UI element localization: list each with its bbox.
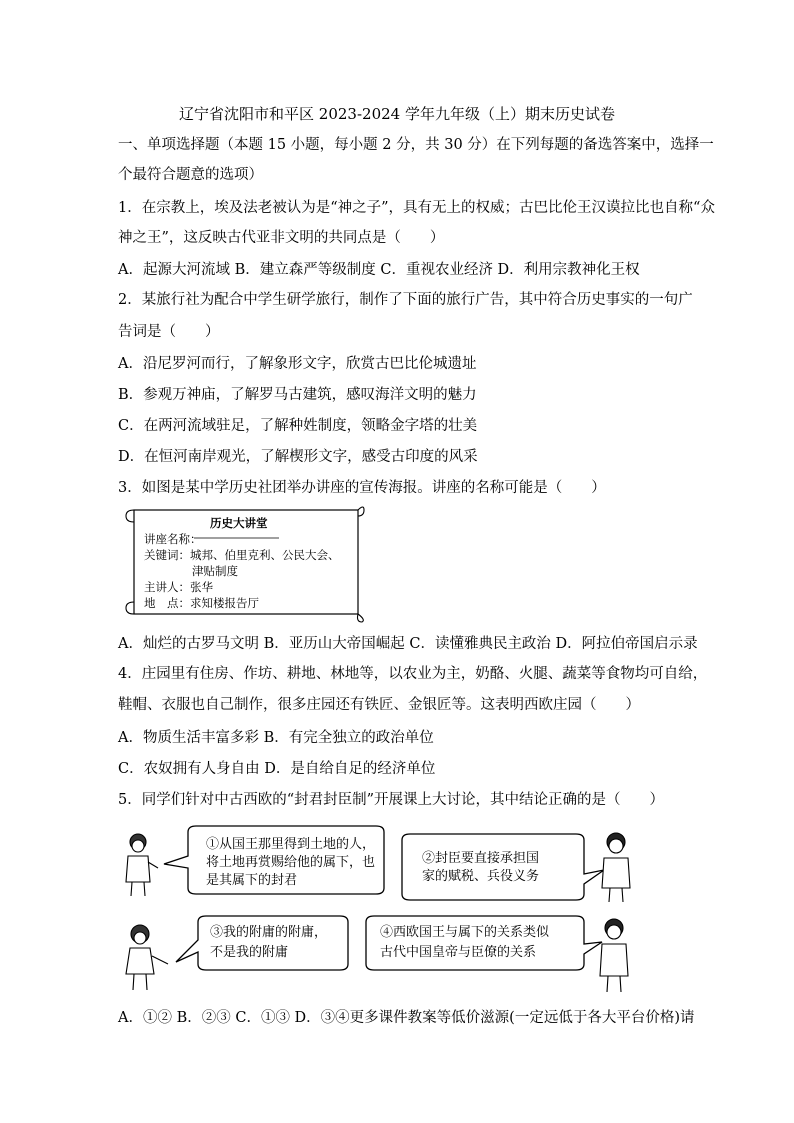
q5-discussion-figure <box>118 824 638 994</box>
bubble-4-line2: 古代中国皇帝与臣僚的关系 <box>380 945 537 960</box>
q2-option-b: B．参观万神庙，了解罗马古建筑，感叹海洋文明的魅力 <box>118 387 477 403</box>
section-instructions-line2: 个最符合题意的选项） <box>118 167 263 183</box>
section-instructions-line1: 一、单项选择题（本题 15 小题，每小题 2 分，共 30 分）在下列每题的备选答案中，选择一 <box>118 137 714 153</box>
q4-stem-line2: 鞋帽、衣服也自己制作，很多庄园还有铁匠、金银匠等。这表明西欧庄园（ ） <box>118 697 640 713</box>
student-3-figure <box>126 925 168 990</box>
bubble-2-line1: ②封臣要直接承担国 <box>422 851 540 866</box>
poster-speaker: 主讲人：张华 <box>144 580 213 594</box>
q2-option-a: A．沿尼罗河而行，了解象形文字，欣赏古巴比伦城遗址 <box>118 356 477 372</box>
bubble-1-line2: 将土地再赏赐给他的属下，也 <box>206 855 376 870</box>
q1-options: A．起源大河流域 B．建立森严等级制度 C．重视农业经济 D．利用宗教神化王权 <box>118 262 640 278</box>
discussion-illustration <box>118 824 638 994</box>
q4-options-cd: C．农奴拥有人身自由 D．是自给自足的经济单位 <box>118 761 436 777</box>
poster-lecture-name: 讲座名称： <box>144 532 202 546</box>
q2-option-d: D．在恒河南岸观光，了解楔形文字，感受古印度的风采 <box>118 449 478 465</box>
bubble-4-line1: ④西欧国王与属下的关系类似 <box>380 925 550 940</box>
bubble-3-line2: 不是我的附庸 <box>210 945 289 960</box>
q3-options: A．灿烂的古罗马文明 B．亚历山大帝国崛起 C．读懂雅典民主政治 D．阿拉伯帝国启示录 <box>118 636 698 652</box>
lecture-poster <box>124 502 366 624</box>
poster-keywords-line2: 津贴制度 <box>192 564 238 578</box>
student-2-figure <box>602 833 630 902</box>
student-1-figure <box>126 834 158 896</box>
bubble-3-line1: ③我的附庸的附庸， <box>210 925 328 940</box>
bubble-2-line2: 家的赋税、兵役义务 <box>422 869 540 884</box>
poster-keywords-line1: 关键词：城邦、伯里克利、公民大会、 <box>144 548 340 562</box>
q5-stem: 5．同学们针对中古西欧的“封君封臣制”开展课上大讨论，其中结论正确的是（ ） <box>118 792 665 808</box>
q4-options-ab: A．物质生活丰富多彩 B．有完全独立的政治单位 <box>118 730 434 746</box>
exam-title: 辽宁省沈阳市和平区 2023-2024 学年九年级（上）期末历史试卷 <box>179 105 615 123</box>
q2-option-c: C．在两河流域驻足，了解种姓制度，领略金字塔的壮美 <box>118 418 478 434</box>
q2-stem-line2: 告词是（ ） <box>118 324 220 340</box>
bubble-1-line1: ①从国王那里得到土地的人， <box>206 837 376 852</box>
bubble-1-line3: 是其属下的封君 <box>206 873 298 888</box>
poster-heading: 历史大讲堂 <box>210 516 268 530</box>
poster-place: 地 点：求知楼报告厅 <box>144 596 259 610</box>
q4-stem-line1: 4．庄园里有住房、作坊、耕地、林地等，以农业为主，奶酪、火腿、蔬菜等食物均可自给， <box>118 666 708 682</box>
q3-stem: 3．如图是某中学历史社团举办讲座的宣传海报。讲座的名称可能是（ ） <box>118 480 606 496</box>
q1-stem-line1: 1．在宗教上，埃及法老被认为是“神之子”，具有无上的权威；古巴比伦王汉谟拉比也自称“众 <box>118 200 715 216</box>
student-4-figure <box>600 919 628 992</box>
q5-options: A．①② B．②③ C．①③ D．③④更多课件教案等低价滋源(一定远低于各大平台价格)请 <box>118 1010 695 1026</box>
q1-stem-line2: 神之王”，这反映古代亚非文明的共同点是（ ） <box>118 230 445 246</box>
q2-stem-line1: 2．某旅行社为配合中学生研学旅行，制作了下面的旅行广告，其中符合历史事实的一句广 <box>118 292 693 308</box>
